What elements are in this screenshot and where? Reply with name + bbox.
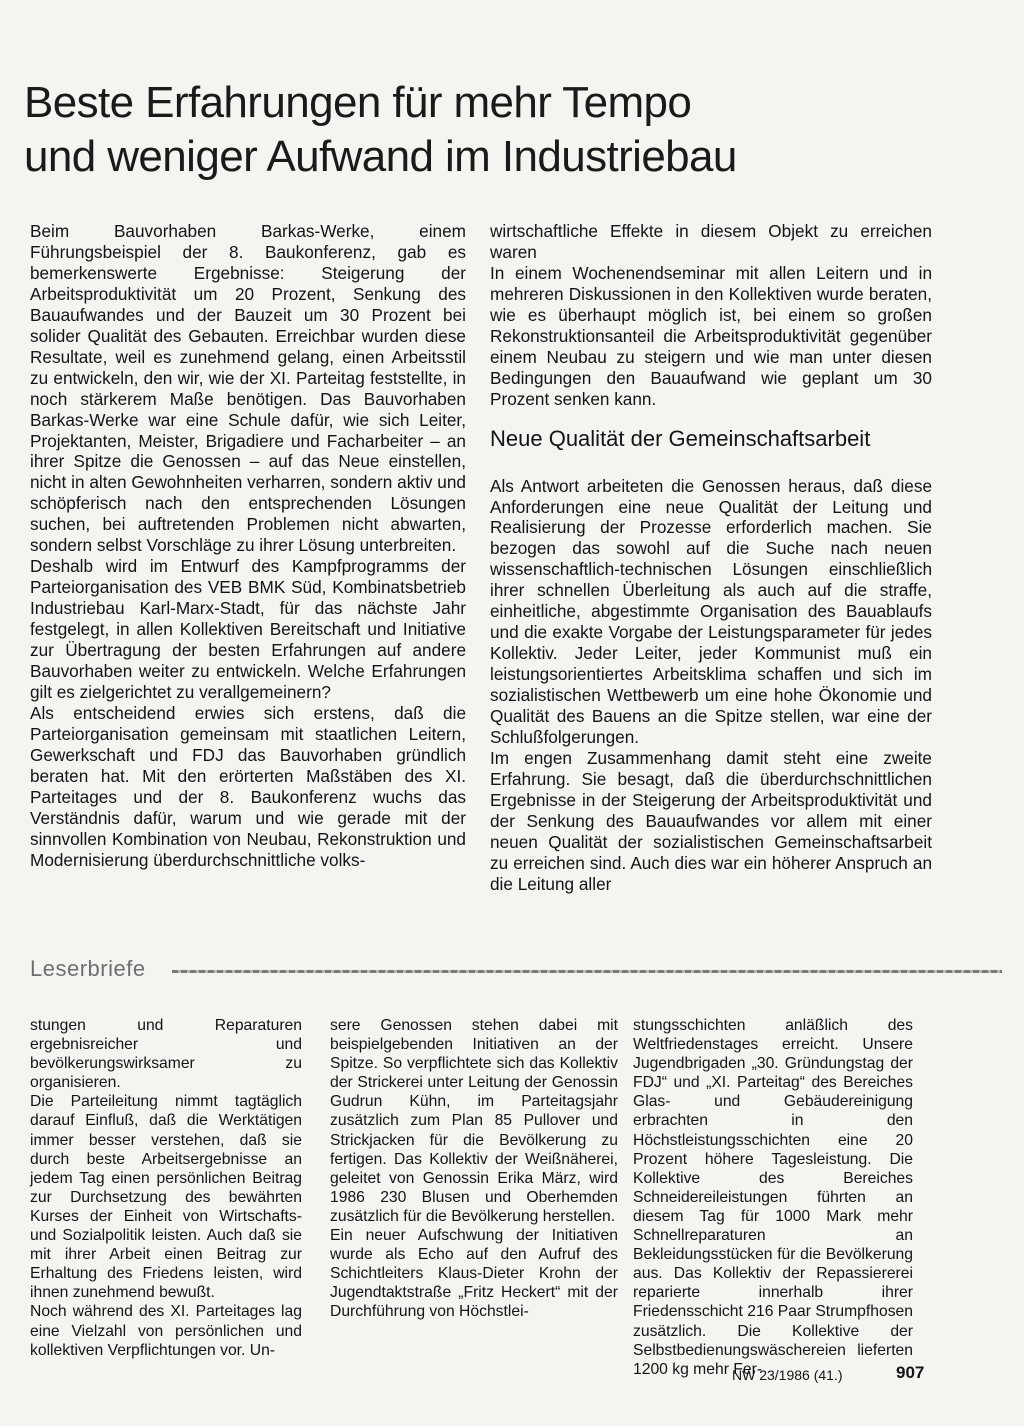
article-column-2 bbox=[490, 221, 932, 895]
article-subheading: Neue Qualität der Gemeinschaftsarbeit bbox=[490, 425, 871, 451]
letters-section-header bbox=[30, 956, 1002, 984]
letters-section-label: Leserbriefe bbox=[30, 956, 146, 981]
article-paragraph: Deshalb wird im Entwurf des Kampfprogramms der Parteiorganisation des VEB BMK Süd, Kombinatsbetrieb Industriebau Karl-Marx-Stadt, für das nächste Jahr festgelegt, in allen Kollektiven Bereitschaft und Initiative zur Übertragung der besten Erfahrungen auf andere Bauvorhaben weiter zu entwickeln. Welche Erfahrungen gilt es zielgerichtet zu verallgemeinern? bbox=[30, 556, 466, 702]
article-paragraph: In einem Wochenendseminar mit allen Leitern und in mehreren Diskussionen in den Kollektiven wurde beraten, wie es überhaupt möglich ist, bei einem so großen Rekonstruktionsanteil die Arbeitsproduktivität gegenüber einem Neubau zu steigern und wie man unter diesen Bedingungen den Bauaufwand wie geplant um 30 Prozent senken kann. bbox=[490, 262, 932, 409]
issue-reference: NW 23/1986 (41.) bbox=[732, 1367, 843, 1383]
section-divider bbox=[172, 970, 1002, 973]
letters-paragraph: Noch während des XI. Parteitages lag eine Vielzahl von persönlichen und kollektiven Verpflichtungen vor. Un- bbox=[30, 1303, 302, 1359]
letters-paragraph: stungsschichten anläßlich des Weltfriedenstages erreicht. Unsere Jugendbrigaden „30. Gründungstag der FDJ“ und „XI. Parteitag“ des Bereiches Glas- und Gebäudereinigung erbrachten in den Höchstleistungsschichten eine 20 Prozent höhere Tagesleistung. Die Kollektive des Bereiches Schneidereileistungen führten an diesem Tag für 1000 Mark mehr Schnellreparaturen an Bekleidungsstücken für die Bevölkerung aus. Das Kollektiv der Repassiererei reparierte innerhalb ihrer Friedensschicht 216 Paar Strumpfhosen zusätzlich. Die Kollektive der Selbstbedienungswäschereien lieferten 1200 kg mehr Fer- bbox=[633, 1017, 913, 1378]
letters-paragraph: sere Genossen stehen dabei mit beispielgebenden Initiativen an der Spitze. So verpflichtete sich das Kollektiv der Strickerei unter Leitung der Genossin Gudrun Kühn, im Parteitagsjahr zusätzlich zum Plan 85 Pullover und Strickjacken für die Bevölkerung zu fertigen. Das Kollektiv der Weißnäherei, geleitet von Genossin Erika März, wird 1986 230 Blusen und Oberhemden zusätzlich für die Bevölkerung herstellen. bbox=[330, 1017, 618, 1225]
article-column-1 bbox=[30, 221, 466, 871]
article-paragraph: wirtschaftliche Effekte in diesem Objekt zu erreichen waren bbox=[490, 221, 932, 262]
headline bbox=[24, 76, 1004, 184]
headline-line-1: Beste Erfahrungen für mehr Tempo bbox=[24, 78, 692, 127]
letters-paragraph: stungen und Reparaturen ergebnisreicher und bevölkerungswirksamer zu organisieren. bbox=[30, 1017, 302, 1092]
article-paragraph: Beim Bauvorhaben Barkas-Werke, einem Führungsbeispiel der 8. Baukonferenz, gab es bemerkenswerte Ergebnisse: Steigerung der Arbeitsproduktivität um 20 Prozent, Senkung des Bauaufwandes und der Bauzeit um 30 Prozent bei solider Qualität des Gebauten. Erreichbar wurden diese Resultate, weil es zunehmend gelang, einen Arbeitsstil zu entwickeln, den wir, wie der XI. Parteitag feststellte, in noch stärkerem Maße benötigen. Das Bauvorhaben Barkas-Werke war eine Schule dafür, wie sich Leiter, Projektanten, Meister, Brigadiere und Facharbeiter – an ihrer Spitze die Genossen – auf das Neue einstellen, nicht in alten Gewohnheiten verharren, sondern aktiv und schöpferisch nach den entsprechenden Lösungen suchen, bei auftretenden Problemen nicht abwarten, sondern selbst Vorschläge zu ihrer Lösung unterbreiten. bbox=[30, 221, 466, 556]
letters-column-3 bbox=[633, 1016, 913, 1379]
letters-column-2 bbox=[330, 1016, 618, 1322]
article-paragraph: Als Antwort arbeiteten die Genossen heraus, daß diese Anforderungen eine neue Qualität der Leitung und Realisierung der Prozesse erforderlich machen. Sie bezogen das sowohl auf die Suche nach neuen wissenschaftlich-technischen Lösungen einschließlich ihrer schnellen Überleitung als auch auf die straffe, einheitliche, abgestimmte Organisation des Bauablaufs und die exakte Vorgabe der Leistungsparameter für jedes Kollektiv. Jeder Leiter, jeder Kommunist muß ein leistungsorientiertes Arbeitsklima schaffen und sich im sozialistischen Wettbewerb um eine hohe Ökonomie und Qualität des Bauens an die Spitze stellen, war eine der Schlußfolgerungen. bbox=[490, 475, 932, 748]
letters-paragraph: Ein neuer Aufschwung der Initiativen wurde als Echo auf den Aufruf des Schichtleiters Klaus-Dieter Krohn der Jugendtaktstraße „Fritz Heckert“ mit der Durchführung von Höchstlei- bbox=[330, 1227, 618, 1321]
article-paragraph: Als entscheidend erwies sich erstens, daß die Parteiorganisation gemeinsam mit staatlichen Leitern, Gewerkschaft und FDJ das Bauvorhaben gründlich beraten hat. Mit den erörterten Maßstäben des XI. Parteitages und der 8. Baukonferenz wuchs das Verständnis dafür, warum und wie gerade mit der sinnvollen Kombination von Neubau, Rekonstruktion und Modernisierung überdurchschnittliche volks- bbox=[30, 702, 466, 870]
page-number: 907 bbox=[896, 1363, 925, 1382]
letters-column-1 bbox=[30, 1016, 302, 1360]
letters-paragraph: Die Parteileitung nimmt tagtäglich darauf Einfluß, daß die Werktätigen immer besser verstehen, daß sie durch beste Arbeitsergebnisse an jedem Tag einen persönlichen Beitrag zur Durchsetzung des bewährten Kurses der Einheit von Wirtschafts- und Sozialpolitik leisten. Auch daß sie mit ihrer Arbeit einen Beitrag zur Erhaltung des Friedens leisten, wird ihnen zunehmend bewußt. bbox=[30, 1093, 302, 1302]
article-paragraph: Im engen Zusammenhang damit steht eine zweite Erfahrung. Sie besagt, daß die überdurchschnittlichen Ergebnisse in der Steigerung der Arbeitsproduktivität und der Senkung des Bauaufwandes vor allem mit einer neuen Qualität der sozialistischen Gemeinschaftsarbeit zu erreichen sind. Auch dies war ein höherer Anspruch an die Leitung aller bbox=[490, 747, 932, 894]
headline-line-2: und weniger Aufwand im Industriebau bbox=[24, 132, 737, 181]
